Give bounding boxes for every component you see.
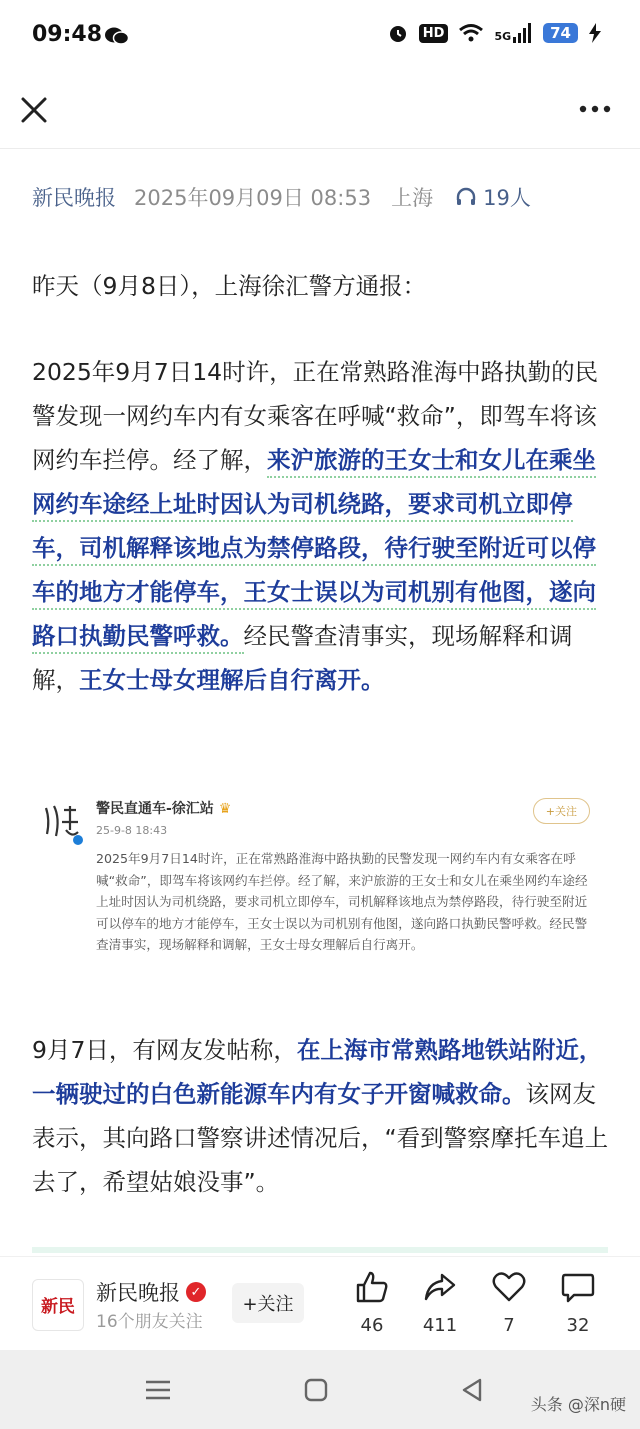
publisher-logo-graphic <box>33 1280 83 1330</box>
paragraph-3-text-b: 该网友表示，其向路口警察讲述情况后，“看到警察摩托车追上去了，希望姑娘没事”。 <box>32 1080 609 1196</box>
comment-button[interactable] <box>550 1269 606 1336</box>
article-paragraph-2 <box>32 350 610 702</box>
paragraph-2-highlight-2: 王女士母女理解后自行离开。 <box>79 666 385 694</box>
wifi-icon <box>458 23 484 43</box>
paragraph-3-highlight: 在上海市常熟路地铁站附近，一辆驶过的白色新能源车内有女子开窗喊救命。 <box>32 1036 603 1108</box>
share-button[interactable] <box>412 1269 468 1336</box>
follow-button[interactable]: +关注 <box>232 1283 304 1323</box>
police-account-logo <box>40 800 86 846</box>
back-nav-icon[interactable] <box>454 1374 490 1406</box>
heart-icon <box>491 1269 527 1305</box>
alarm-icon <box>387 22 409 44</box>
publisher-name-text: 新民晚报 <box>96 1281 180 1305</box>
system-nav-bar <box>0 1350 640 1429</box>
publisher-logo[interactable] <box>32 1279 84 1331</box>
next-block-edge <box>32 1247 608 1253</box>
verified-icon: ✓ <box>186 1282 206 1302</box>
embed-follow-button[interactable]: +关注 <box>533 798 590 824</box>
divider <box>0 148 640 149</box>
listen-button[interactable] <box>455 182 531 212</box>
clock: 09:48 <box>32 22 103 47</box>
publisher-name[interactable] <box>96 1277 206 1307</box>
headphones-icon <box>455 186 477 208</box>
status-icons <box>387 22 602 44</box>
signal-bars-icon <box>513 23 533 43</box>
share-count: 411 <box>422 1315 458 1336</box>
wechat-icon <box>104 26 130 46</box>
menu-nav-icon[interactable] <box>140 1374 176 1406</box>
share-icon <box>422 1269 458 1305</box>
friends-following: 16个朋友关注 <box>96 1312 203 1332</box>
publisher-logo-text: 新民 <box>41 1297 75 1317</box>
embed-text: 2025年9月7日14时许，正在常熟路淮海中路执勤的民警发现一网约车内有女乘客在呼喊“救命”，即驾车将该网约车拦停。经了解，来沪旅游的王女士和女儿在乘坐网约车途经上址时因认为司机绕路，要求司机立即停车，司机解释该地点为禁停路段，待行驶至附近可以停车的地方才能停车，王女士误以为司机别有他图，遂向路口执勤民警呼救。经民警查清事实，现场解释和调解，王女士母女理解后自行离开。 <box>96 851 588 952</box>
paragraph-2-highlight-1: 来沪旅游的王女士和女儿在乘坐网约车途经上址时因认为司机绕路，要求司机立即停车，司机解释该地点为禁停路段，待行驶至附近可以停车的地方才能停车，王女士误以为司机别有他图，遂向路口执勤民警呼救。 <box>32 446 596 654</box>
like-count: 46 <box>360 1315 384 1336</box>
battery-indicator: 74 <box>543 23 578 43</box>
article-paragraph-3 <box>32 1028 610 1204</box>
bottom-action-bar <box>0 1256 640 1351</box>
article-paragraph-1: 昨天（9月8日），上海徐汇警方通报： <box>32 272 427 300</box>
paragraph-2-text-a: 2025年9月7日14时许，正在常熟路淮海中路执勤的民警发现一网约车内有女乘客在呼喊“救命”，即驾车将该网约车拦停。经了解， <box>32 358 599 474</box>
article-source[interactable]: 新民晚报 <box>32 186 116 210</box>
embed-date: 25-9-8 18:43 <box>96 824 168 837</box>
article-city: 上海 <box>391 186 434 210</box>
comment-count: 32 <box>566 1315 590 1336</box>
paragraph-3-text-a: 9月7日，有网友发帖称， <box>32 1036 297 1064</box>
signal-icon <box>494 23 533 43</box>
crown-icon: ♛ <box>218 801 232 817</box>
signal-5g-label: 5G <box>494 30 512 43</box>
listener-count: 19人 <box>483 186 531 210</box>
thumbs-up-icon <box>354 1269 390 1305</box>
like-button[interactable] <box>344 1269 400 1336</box>
embedded-post <box>38 790 604 982</box>
article-meta <box>32 180 622 214</box>
watermark: 头条 @深n硬 <box>530 1395 626 1414</box>
more-options-icon[interactable] <box>578 96 612 122</box>
embed-account-name <box>96 798 231 818</box>
hd-badge: HD <box>419 24 449 43</box>
paragraph-2-text-b: 经民警查清事实，现场解释和调解， <box>32 622 573 694</box>
article-date: 2025年09月09日 08:53 <box>134 186 372 210</box>
favorite-button[interactable] <box>481 1269 537 1336</box>
status-bar <box>0 0 640 72</box>
top-bar <box>0 78 640 144</box>
favorite-count: 7 <box>503 1315 515 1336</box>
comment-icon <box>560 1269 596 1305</box>
home-nav-icon[interactable] <box>298 1374 334 1406</box>
charging-icon <box>588 23 602 43</box>
embed-account-name-text: 警民直通车-徐汇站 <box>96 801 214 817</box>
close-icon[interactable] <box>18 94 50 126</box>
